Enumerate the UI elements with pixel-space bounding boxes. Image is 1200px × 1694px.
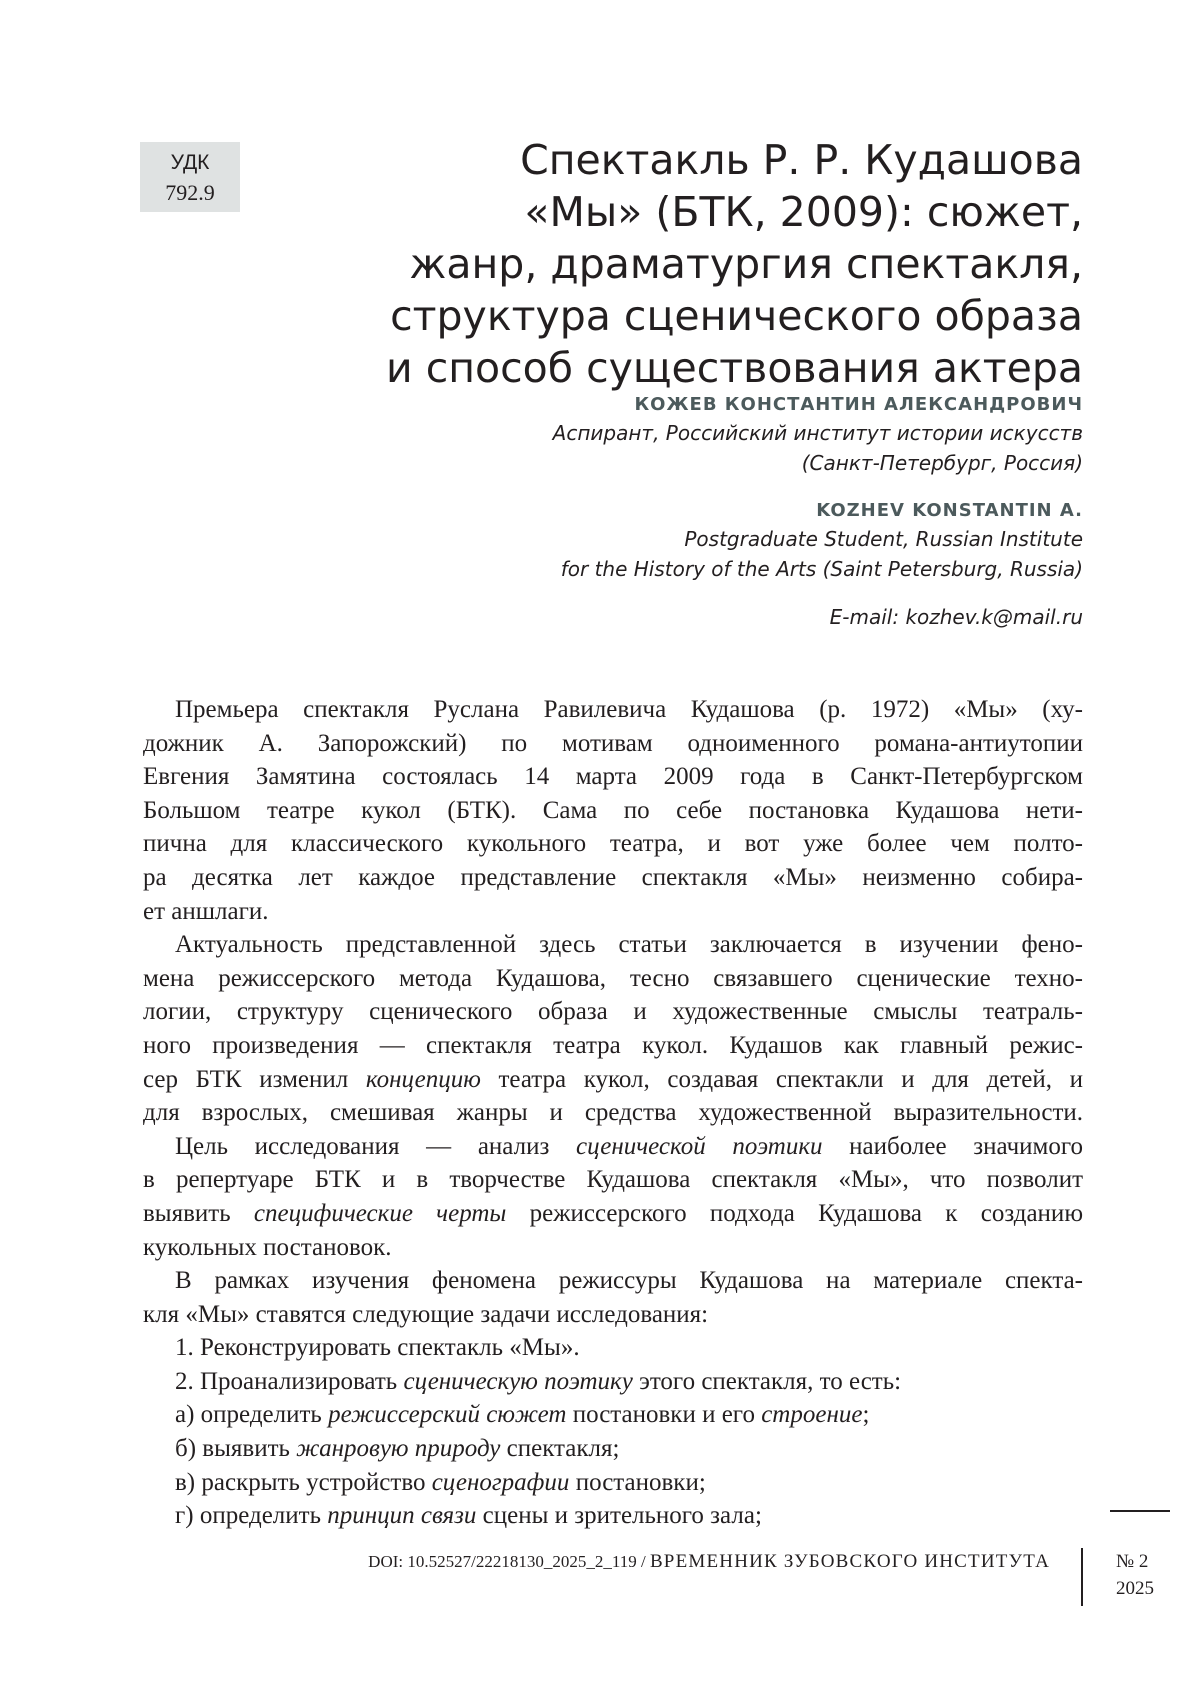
text-line: пична для классического кукольного театра, и вот уже более чем полто- (143, 830, 1083, 858)
author-ru (283, 392, 1083, 478)
text-line: логии, структуру сценического образа и художественные смыслы театраль- (143, 998, 1083, 1026)
text-line: Премьера спектакля Руслана Равилевича Кудашова (р. 1972) «Мы» (ху- (175, 696, 1083, 723)
emphasis: режиссерский сюжет (328, 1401, 567, 1429)
title-line: Спектакль Р. Р. Кудашова (520, 136, 1083, 184)
emphasis: строение (761, 1401, 863, 1429)
text-line: ного произведения — спектакля театра кукол. Кудашов как главный режис- (143, 1031, 1083, 1059)
udk-code: 792.9 (165, 180, 215, 205)
author-en-name: KOZHEV KONSTANTIN A. (816, 500, 1083, 521)
emphasis: сценографии (431, 1468, 570, 1496)
emphasis: принцип связи (327, 1502, 477, 1530)
emphasis: концепцию (365, 1065, 481, 1093)
emphasis: сценической поэтики (576, 1132, 823, 1160)
journal-name: ВРЕМЕННИК ЗУБОВСКОГО ИНСТИТУТА (649, 1551, 1050, 1572)
list-item: а) определить режиссерский сюжет постановки и его строение; (175, 1401, 870, 1429)
author-ru-affiliation: Аспирант, Российский институт истории искусств (552, 421, 1083, 445)
footer-citation (368, 1551, 1050, 1573)
text-line: ра десятка лет каждое представление спектакля «Мы» неизменно собира- (143, 863, 1083, 891)
issue-number: № 2 (1116, 1551, 1149, 1572)
list-item: 1. Реконструировать спектакль «Мы». (175, 1334, 580, 1362)
text-line: ет аншлаги. (143, 897, 269, 925)
text-line: выявить специфические черты режиссерского подхода Кудашова к созданию (143, 1199, 1083, 1227)
emphasis: сценическую поэтику (403, 1367, 633, 1395)
text-line: Актуальность представленной здесь статьи заключается в изучении фено- (175, 931, 1083, 959)
list-item: 2. Проанализировать сценическую поэтику этого спектакля, то есть: (175, 1367, 902, 1395)
author-ru-affiliation: (Санкт-Петербург, Россия) (801, 451, 1083, 475)
list-item: в) раскрыть устройство сценографии постановки; (175, 1468, 706, 1496)
emphasis: жанровую природу (296, 1435, 501, 1463)
text-line: Цель исследования — анализ сценической поэтики наиболее значимого (175, 1132, 1083, 1160)
text-line: в репертуаре БТК и в творчестве Кудашова спектакля «Мы», что позволит (143, 1166, 1083, 1194)
author-email: E-mail: kozhev.k@mail.ru (829, 605, 1083, 629)
article-title (263, 134, 1083, 394)
title-line: жанр, драматургия спектакля, (409, 240, 1083, 288)
article-body (143, 693, 1083, 1533)
text-line: для взрослых, смешивая жанры и средства художественной выразительности. (143, 1099, 1083, 1127)
doi: DOI: 10.52527/22218130_2025_2_119 / (368, 1552, 650, 1571)
udk-box (140, 142, 240, 212)
text-line: мена режиссерского метода Кудашова, тесно связавшего сценические техно- (143, 964, 1083, 992)
list-item: г) определить принцип связи сцены и зрительного зала; (175, 1502, 762, 1530)
paragraph-4 (143, 1264, 1083, 1331)
text-line: Евгения Замятина состоялась 14 марта 2009 года в Санкт-Петербургском (143, 763, 1083, 791)
text-line: сер БТК изменил концепцию театра кукол, создавая спектакли и для детей, и (143, 1065, 1083, 1093)
issue-info (1116, 1548, 1154, 1602)
title-line: структура сценического образа (390, 292, 1083, 340)
footer-rule-vertical (1081, 1548, 1083, 1606)
text-line: дожник А. Запорожский) по мотивам одноименного романа-антиутопии (143, 729, 1083, 757)
emphasis: специфические черты (253, 1199, 507, 1227)
paragraph-3 (143, 1130, 1083, 1264)
list-item: б) выявить жанровую природу спектакля; (175, 1435, 620, 1463)
issue-year: 2025 (1116, 1578, 1154, 1599)
author-en-affiliation: Postgraduate Student, Russian Institute (684, 527, 1083, 551)
text-line: В рамках изучения феномена режиссуры Кудашова на материале спекта- (175, 1267, 1083, 1295)
text-line: кля «Мы» ставятся следующие задачи исследования: (143, 1300, 709, 1328)
author-en (283, 498, 1083, 584)
paragraph-1 (143, 693, 1083, 928)
text-line: Большом театре кукол (БТК). Сама по себе постановка Кудашова нети- (143, 796, 1083, 824)
footer-rule-horizontal (1110, 1510, 1170, 1512)
paragraph-2 (143, 928, 1083, 1130)
author-en-affiliation: for the History of the Arts (Saint Petersburg, Russia) (560, 557, 1083, 581)
title-line: «Мы» (БТК, 2009): сюжет, (524, 188, 1083, 236)
text-line: кукольных постановок. (143, 1233, 392, 1261)
title-line: и способ существования актера (386, 344, 1083, 392)
udk-label: УДК (170, 151, 210, 174)
author-ru-name: КОЖЕВ КОНСТАНТИН АЛЕКСАНДРОВИЧ (634, 394, 1083, 415)
